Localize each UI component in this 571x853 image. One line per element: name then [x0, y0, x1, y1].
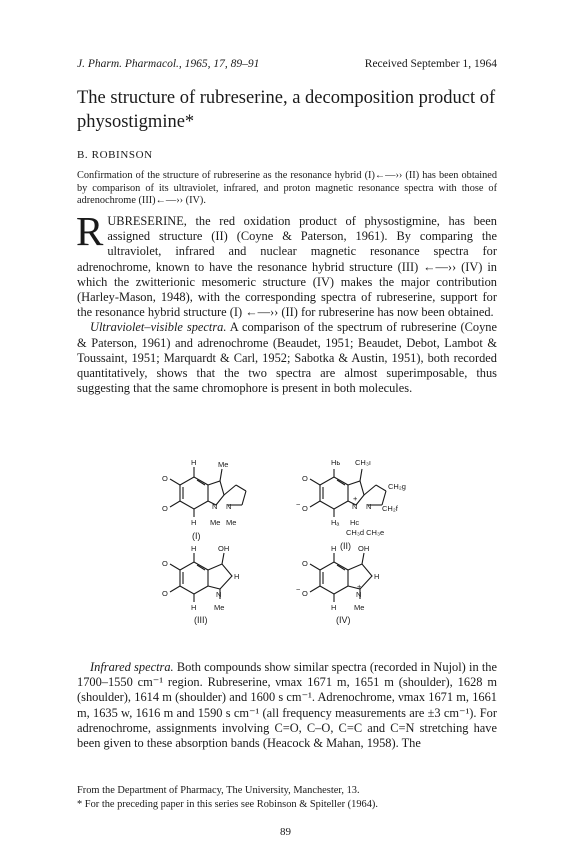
structure-label-III: (III): [194, 615, 208, 625]
atom-label: N: [216, 590, 222, 599]
received-date: Received September 1, 1964: [364, 58, 497, 70]
atom-label: OH: [358, 544, 370, 553]
atom-label: O: [302, 589, 308, 598]
structure-label-II: (II): [340, 541, 351, 551]
atom-label: O: [302, 474, 308, 483]
affiliation-footnote: From the Department of Pharmacy, The University, Manchester, 13.: [77, 785, 360, 796]
structure-III: [170, 553, 232, 602]
structure-label-I: (I): [192, 531, 201, 541]
atom-label: Me: [214, 603, 225, 612]
charge-minus: −: [296, 585, 301, 594]
atom-label: O: [302, 559, 308, 568]
structure-I: [170, 467, 246, 517]
atom-label: Me: [354, 603, 365, 612]
atom-label: Me: [210, 518, 221, 527]
charge-minus: −: [296, 500, 301, 509]
atom-label: Me: [226, 518, 237, 527]
atom-label: O: [162, 504, 168, 513]
atom-label: H: [331, 544, 337, 553]
drop-cap: R: [76, 208, 104, 254]
atom-label: N: [352, 502, 358, 511]
atom-label: CH₂g: [388, 482, 406, 491]
atom-label: O: [302, 504, 308, 513]
structure-II: [310, 469, 386, 517]
atom-label: O: [162, 559, 168, 568]
atom-label: O: [162, 474, 168, 483]
structures-figure: [150, 455, 440, 655]
charge-plus: +: [357, 582, 362, 591]
intro-text: UBRESERINE, the red oxidation product of physostigmine, has been assigned structure (II) (Coyne & Paterson, 1961). By comparing the ultraviolet, infrared and nuclear magnetic resonance spectra for adrenochrome, known to have the resonance hybrid structure (III) ←—›› (IV) in which the zwitterionic mesomeric structure (IV) makes the major contribution (Harley-Mason, 1948), with the corresponding spectra of rubreserine, support for the resonance hybrid structure (I) ←—›› (II) for rubreserine has now been obtained.: [77, 214, 497, 320]
author-name: B. ROBINSON: [77, 149, 153, 161]
atom-label: CH₃d CH₃e: [346, 528, 385, 537]
atom-label: H: [191, 458, 197, 467]
atom-label: CH₂f: [382, 504, 398, 513]
atom-label: Hь: [331, 458, 341, 467]
abstract: Confirmation of the structure of rubreserine as the resonance hybrid (I)←—›› (II) has been obtained by comparison of its ultraviolet, infrared, and proton magnetic resonance spectra with those of adrenochrome (III)←—›› (IV).: [77, 170, 497, 206]
structure-label-IV: (IV): [336, 615, 351, 625]
atom-label: H: [191, 603, 197, 612]
atom-label: H: [234, 572, 240, 581]
atom-label: CH₃ı: [355, 458, 371, 467]
atom-label: OH: [218, 544, 230, 553]
atom-label: H: [374, 572, 380, 581]
atom-label: N: [366, 502, 372, 511]
intro-paragraph: [76, 208, 497, 396]
journal-citation: J. Pharm. Pharmacol., 1965, 17, 89–91: [77, 58, 260, 70]
atom-label: O: [162, 589, 168, 598]
preceding-paper-footnote: * For the preceding paper in this series see Robinson & Spiteller (1964).: [77, 799, 378, 810]
structure-IV: [310, 553, 372, 602]
article-title: The structure of rubreserine, a decomposition product of physostigmine*: [77, 88, 496, 132]
uv-paragraph: [77, 320, 497, 396]
atom-label: H: [191, 518, 197, 527]
atom-label: N: [212, 502, 218, 511]
atom-label: H: [191, 544, 197, 553]
atom-label: H: [331, 603, 337, 612]
atom-label: Me: [218, 460, 229, 469]
ir-text: Both compounds show similar spectra (recorded in Nujol) in the 1700–1550 cm⁻¹ region. Rubreserine, νmax 1671 m, 1651 m (shoulder), 1628 m (shoulder), 1614 m (shoulder) and 1600 s cm⁻¹. Adrenochrome, νmax 1671 m, 1661 m, 1635 w, 1616 m and 1590 s cm⁻¹ (all frequency measurements are ±3 cm⁻¹). For adrenochrome, assignments involving C=O, C–O, C=C and C=N stretching have been given to these absorption bands (Heacock & Mahan, 1958). The: [77, 660, 497, 751]
ir-paragraph: [77, 660, 497, 751]
charge-plus: +: [353, 494, 358, 503]
uv-heading: Ultraviolet–visible spectra.: [90, 320, 227, 335]
atom-label: N: [226, 502, 232, 511]
ir-heading: Infrared spectra.: [90, 660, 174, 674]
uv-text: A comparison of the spectrum of rubreserine (Coyne & Paterson, 1961) and adrenochrome (Beaudet, 1951; Beaudet, Debot, Lambot & Toussaint, 1951; Marquardt & Carl, 1952; Sabotka & Austin, 1951), both recorded quantitatively, shows that the two spectra are almost superimposable, thus suggesting that the same chromophore is present in both molecules.: [77, 320, 497, 396]
page-number: 89: [280, 826, 291, 838]
atom-label: Hₐ: [331, 518, 340, 527]
atom-label: Hc: [350, 518, 360, 527]
atom-label: N: [356, 590, 362, 599]
